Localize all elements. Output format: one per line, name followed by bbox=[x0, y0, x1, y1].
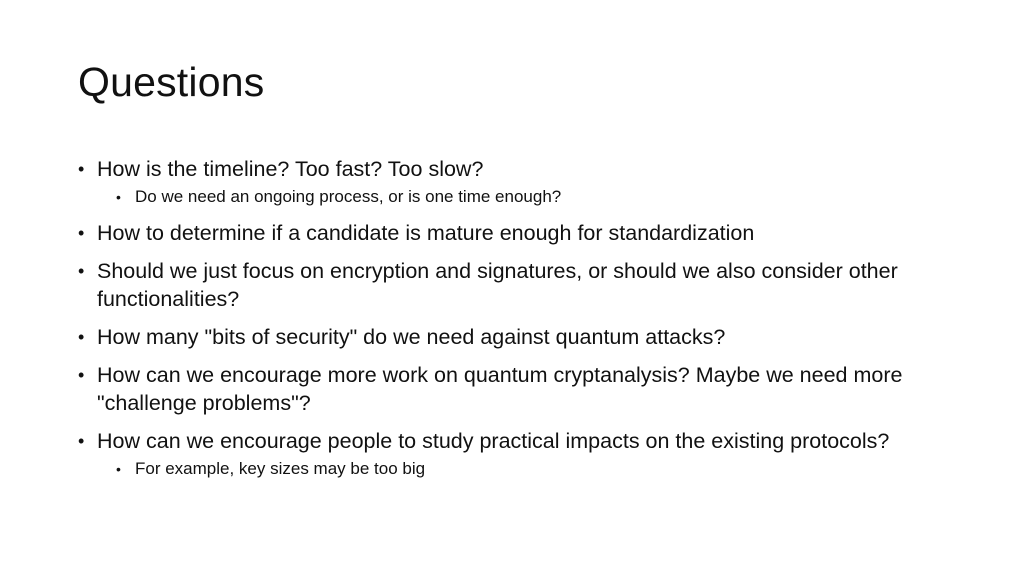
sub-bullet-text: For example, key sizes may be too big bbox=[135, 459, 426, 478]
bullet-item bbox=[78, 361, 938, 417]
bullet-item bbox=[78, 323, 938, 351]
bullet-dot-icon: • bbox=[78, 223, 85, 243]
bullet-item bbox=[78, 257, 938, 313]
sub-bullet-list bbox=[97, 457, 938, 481]
sub-bullet-list bbox=[97, 185, 938, 209]
bullet-item bbox=[78, 155, 938, 209]
bullet-dot-icon: • bbox=[78, 261, 85, 281]
bullet-dot-icon: • bbox=[78, 365, 85, 385]
bullet-dot-icon: • bbox=[78, 327, 85, 347]
sub-bullet-text: Do we need an ongoing process, or is one time enough? bbox=[135, 187, 562, 206]
sub-bullet-dot-icon: • bbox=[116, 189, 121, 205]
bullet-dot-icon: • bbox=[78, 159, 85, 179]
sub-bullet-item bbox=[116, 185, 938, 209]
bullet-item bbox=[78, 427, 938, 481]
bullet-list bbox=[78, 155, 938, 491]
bullet-text: How can we encourage people to study practical impacts on the existing protocols? bbox=[97, 429, 890, 453]
bullet-dot-icon: • bbox=[78, 431, 85, 451]
sub-bullet-dot-icon: • bbox=[116, 461, 121, 477]
slide-title: Questions bbox=[78, 59, 265, 105]
bullet-text: Should we just focus on encryption and signatures, or should we also consider other functionalities? bbox=[97, 259, 898, 311]
bullet-text: How is the timeline? Too fast? Too slow? bbox=[97, 157, 484, 181]
bullet-text: How to determine if a candidate is mature enough for standardization bbox=[97, 221, 755, 245]
bullet-text: How many "bits of security" do we need against quantum attacks? bbox=[97, 325, 726, 349]
bullet-text: How can we encourage more work on quantum cryptanalysis? Maybe we need more "challenge problems"? bbox=[97, 363, 903, 415]
sub-bullet-item bbox=[116, 457, 938, 481]
bullet-item bbox=[78, 219, 938, 247]
